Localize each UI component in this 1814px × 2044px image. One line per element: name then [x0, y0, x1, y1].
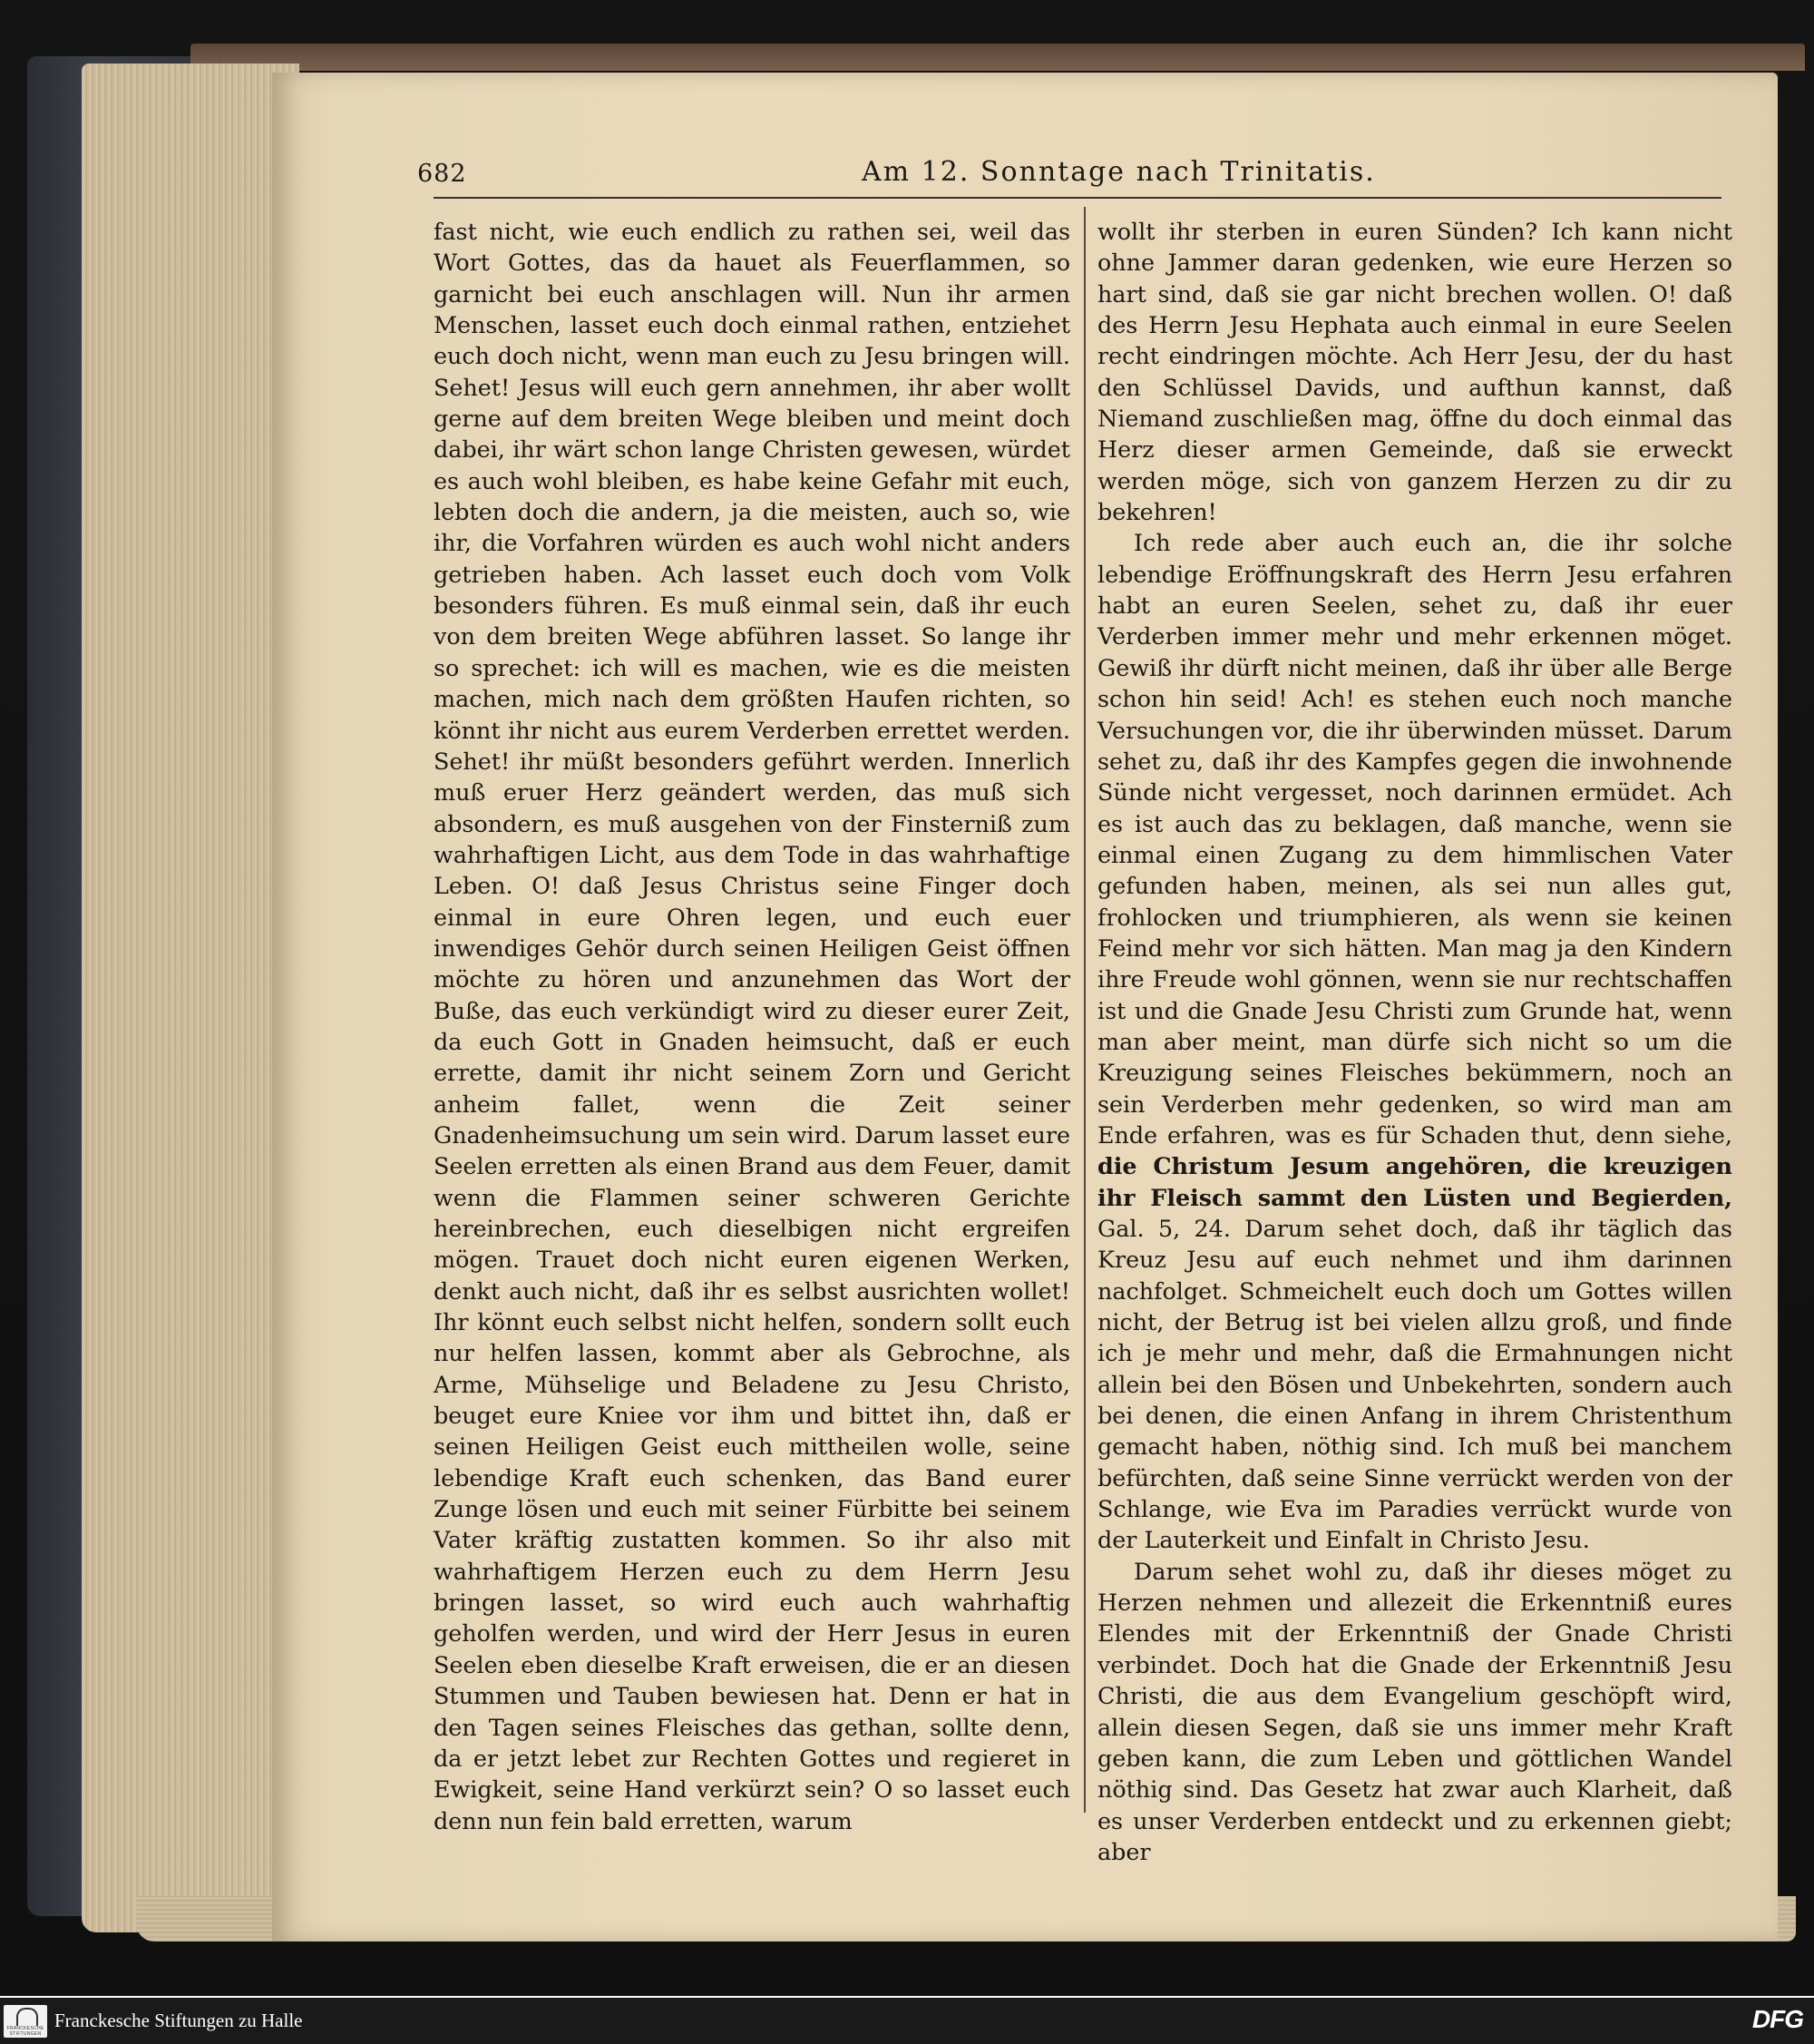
paragraph-text: Gal. 5, 24. Darum sehet doch, daß ihr täglich das Kreuz Jesu auf euch nehmet und ihm darinnen nachfolget. Schmeichelt euch doch um Gottes willen nicht, der Betrug ist bei vielen allzu groß, und finde ich je mehr und mehr, daß die Ermahnungen nicht allein bei den Bösen und Unbekehrten, sondern auch bei denen, die einen Anfang in ihrem Christenthum gemacht haben, nöthig sind. Ich muß bei manchem befürchten, daß seine Sinne verrückt werden von der Schlange, wie Eva im Paradies verrückt wurde von der Lauterkeit und Einfalt in Christo Jesu. — [1097, 1215, 1732, 1554]
paragraph-text: Ich rede aber auch euch an, die ihr solche lebendige Eröffnungskraft des Herrn Jesu erfahren habt an euren Seelen, sehet zu, daß ihr euer Verderben immer mehr und mehr erkennen möget. Gewiß ihr dürft nicht meinen, daß ihr über alle Berge schon hin seid! Ach! es stehen euch noch manche Versuchungen vor, die ihr überwinden müsset. Darum sehet zu, daß ihr des Kampfes gegen die inwohnende Sünde nicht vergesset, noch darinnen ermüdet. Ach es ist auch das zu beklagen, daß manche, wenn sie einmal einen Zugang zu dem himmlischen Vater gefunden haben, meinen, als sei nun alles gut, frohlocken und triumphieren, als wenn sie keinen Feind mehr vor sich hätten. Man mag ja den Kindern ihre Freude wohl gönnen, wenn sie nur rechtschaffen ist und die Gnade Jesu Christi zum Grunde hat, wenn man aber meint, man dürfe sich nicht so um die Kreuzigung seines Fleisches bekümmern, noch an sein Verderben mehr gedenken, so wird man am Ende erfahren, was es für Schaden thut, denn siehe, — [1097, 529, 1732, 1149]
funder-logo: DFG — [1751, 2005, 1803, 2033]
institution-logo — [4, 2005, 47, 2038]
right-column — [1097, 216, 1732, 1865]
column-divider — [1084, 207, 1086, 1813]
paragraph: Darum sehet wohl zu, daß ihr dieses möget zu Herzen nehmen und allezeit die Erkenntniß eures Elendes mit der Erkenntniß der Gnade Christi verbindet. Doch hat die Gnade der Erkenntniß Jesu Christi, die aus dem Evangelium geschöpft wird, allein diesen Segen, daß sie uns immer mehr Kraft geben kann, die zum Leben und göttlichen Wandel nöthig sind. Das Gesetz hat zwar auch Klarheit, daß es unser Verderben entdeckt und zu erkennen giebt; aber — [1097, 1557, 1732, 1865]
running-head: Am 12. Sonntage nach Trinitatis. — [862, 156, 1376, 188]
page-header — [417, 152, 1723, 194]
scripture-emphasis: die Christum Jesum angehören, die kreuzigen ihr Fleisch sammt den Lüsten und Begierden, — [1097, 1152, 1732, 1211]
organization-name: Franckesche Stiftungen zu Halle — [54, 2010, 303, 2031]
book-cover-top-edge — [190, 44, 1805, 71]
paragraph: fast nicht, wie euch endlich zu rathen sei, weil das Wort Gottes, das da hauet als Feuerflammen, so garnicht bei euch anschlagen will. Nun ihr armen Menschen, lasset euch doch einmal rathen, entziehet euch doch nicht, wenn man euch zu Jesu bringen will. Sehet! Jesus will euch gern annehmen, ihr aber wollt gerne auf dem breiten Wege bleiben und meint doch dabei, ihr wärt schon lange Christen gewesen, würdet es auch wohl bleiben, es habe keine Gefahr mit euch, lebten doch die andern, ja die meisten, auch so, wie ihr, die Vorfahren würden es auch wohl nicht anders getrieben haben. Ach lasset euch doch vom Volk besonders führen. Es muß einmal sein, daß ihr euch von dem breiten Wege abführen lasset. So lange ihr so sprechet: ich will es machen, wie es die meisten machen, mich nach dem größten Haufen richten, so könnt ihr nicht aus eurem Verderben errettet werden. Sehet! ihr müßt besonders geführt werden. Innerlich muß eruer Herz geändert werden, das muß sich absondern, es muß ausgehen von der Finsterniß zum wahrhaftigen Licht, aus dem Tode in das wahrhaftige Leben. O! daß Jesus Christus seine Finger doch einmal in eure Ohren legen, und euch euer inwendiges Gehör durch seinen Heiligen Geist öffnen möchte zu hören und anzunehmen das Wort der Buße, das euch verkündigt wird zu dieser eurer Zeit, da euch Gott in Gnaden heimsucht, daß er euch errette, damit ihr nicht seinem Zorn und Gericht anheim fallet, wenn die Zeit seiner Gnadenheimsuchung um sein wird. Darum lasset eure Seelen erretten als einen Brand aus dem Feuer, damit wenn die Flammen seiner schweren Gerichte hereinbrechen, euch dieselbigen nicht ergreifen mögen. Trauet doch nicht euren eigenen Werken, denkt auch nicht, daß ihr es selbst ausrichten wollet! Ihr könnt euch selbst nicht helfen, sondern sollt euch nur helfen lassen, kommt aber als Gebrochne, als Arme, Mühselige und Beladene zu Jesu Christo, beuget eure Kniee vor ihm und bittet ihn, daß er seinen Heiligen Geist euch mittheilen wolle, seine lebendige Kraft euch schenken, das Band eurer Zunge lösen und euch mit seiner Fürbitte bei seinem Vater kräftig zustatten kommen. So ihr also mit wahrhaftigem Herzen euch zu dem Herrn Jesu bringen lasset, so wird euch auch wahrhaftig geholfen werden, und wird der Herr Jesus in euren Seelen eben dieselbe Kraft erweisen, die er an diesen Stummen und Tauben bewiesen hat. Denn er hat in den Tagen seines Fleisches das gethan, sollte denn, da er jetzt lebet zur Rechten Gottes und regieret in Ewigkeit, seine Hand verkürzt sein? O so lasset euch denn nun fein bald erretten, warum — [434, 218, 1070, 1834]
paragraph — [1097, 527, 1732, 1555]
logo-arch-icon — [16, 2008, 38, 2026]
page-block-edges — [82, 64, 299, 1932]
paragraph: wollt ihr sterben in euren Sünden? Ich kann nicht ohne Jammer daran gedenken, wie eure Herzen so hart sind, daß sie gar nicht brechen wollen. O! daß des Herrn Jesu Hephata auch einmal in eure Seelen recht eindringen möchte. Ach Herr Jesu, der du hast den Schlüssel Davids, und aufthun kannst, daß Niemand zuschließen mag, öffne du doch einmal das Herz dieser armen Gemeinde, daß sie erweckt werden möge, sich von ganzem Herzen zu dir zu bekehren! — [1097, 218, 1732, 526]
page-number: 682 — [417, 160, 467, 188]
header-rule — [434, 197, 1721, 199]
logo-text: FRANCKESCHE STIFTUNGEN — [6, 2026, 44, 2037]
left-column — [434, 216, 1070, 1834]
footer-bar — [0, 1996, 1814, 2044]
